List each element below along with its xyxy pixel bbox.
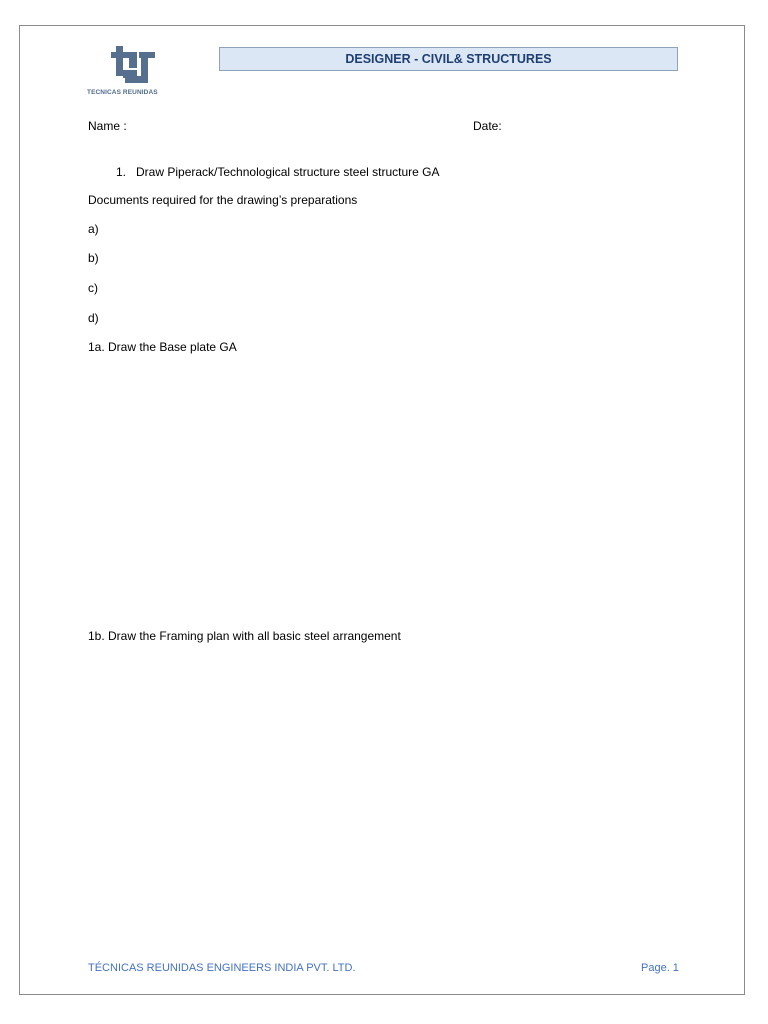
question-1a: 1a. Draw the Base plate GA (88, 340, 237, 354)
document-title: DESIGNER - CIVIL& STRUCTURES (219, 47, 678, 71)
question-1b: 1b. Draw the Framing plan with all basic steel arrangement (88, 629, 401, 643)
documents-intro: Documents required for the drawing’s preparations (88, 193, 358, 207)
list-item-d: d) (88, 311, 99, 325)
tr-logo-icon (111, 43, 157, 85)
name-label: Name : (88, 119, 127, 133)
logo-caption: TECNICAS REUNIDAS (87, 89, 158, 96)
list-item-c: c) (88, 281, 98, 295)
date-label: Date: (473, 119, 502, 133)
footer-company: TÉCNICAS REUNIDAS ENGINEERS INDIA PVT. LTD. (88, 962, 356, 974)
company-logo (87, 43, 187, 99)
list-item-b: b) (88, 251, 99, 265)
question-1: 1. Draw Piperack/Technological structure steel structure GA (116, 165, 440, 179)
footer-page-number: Page. 1 (641, 962, 679, 974)
list-item-a: a) (88, 222, 99, 236)
